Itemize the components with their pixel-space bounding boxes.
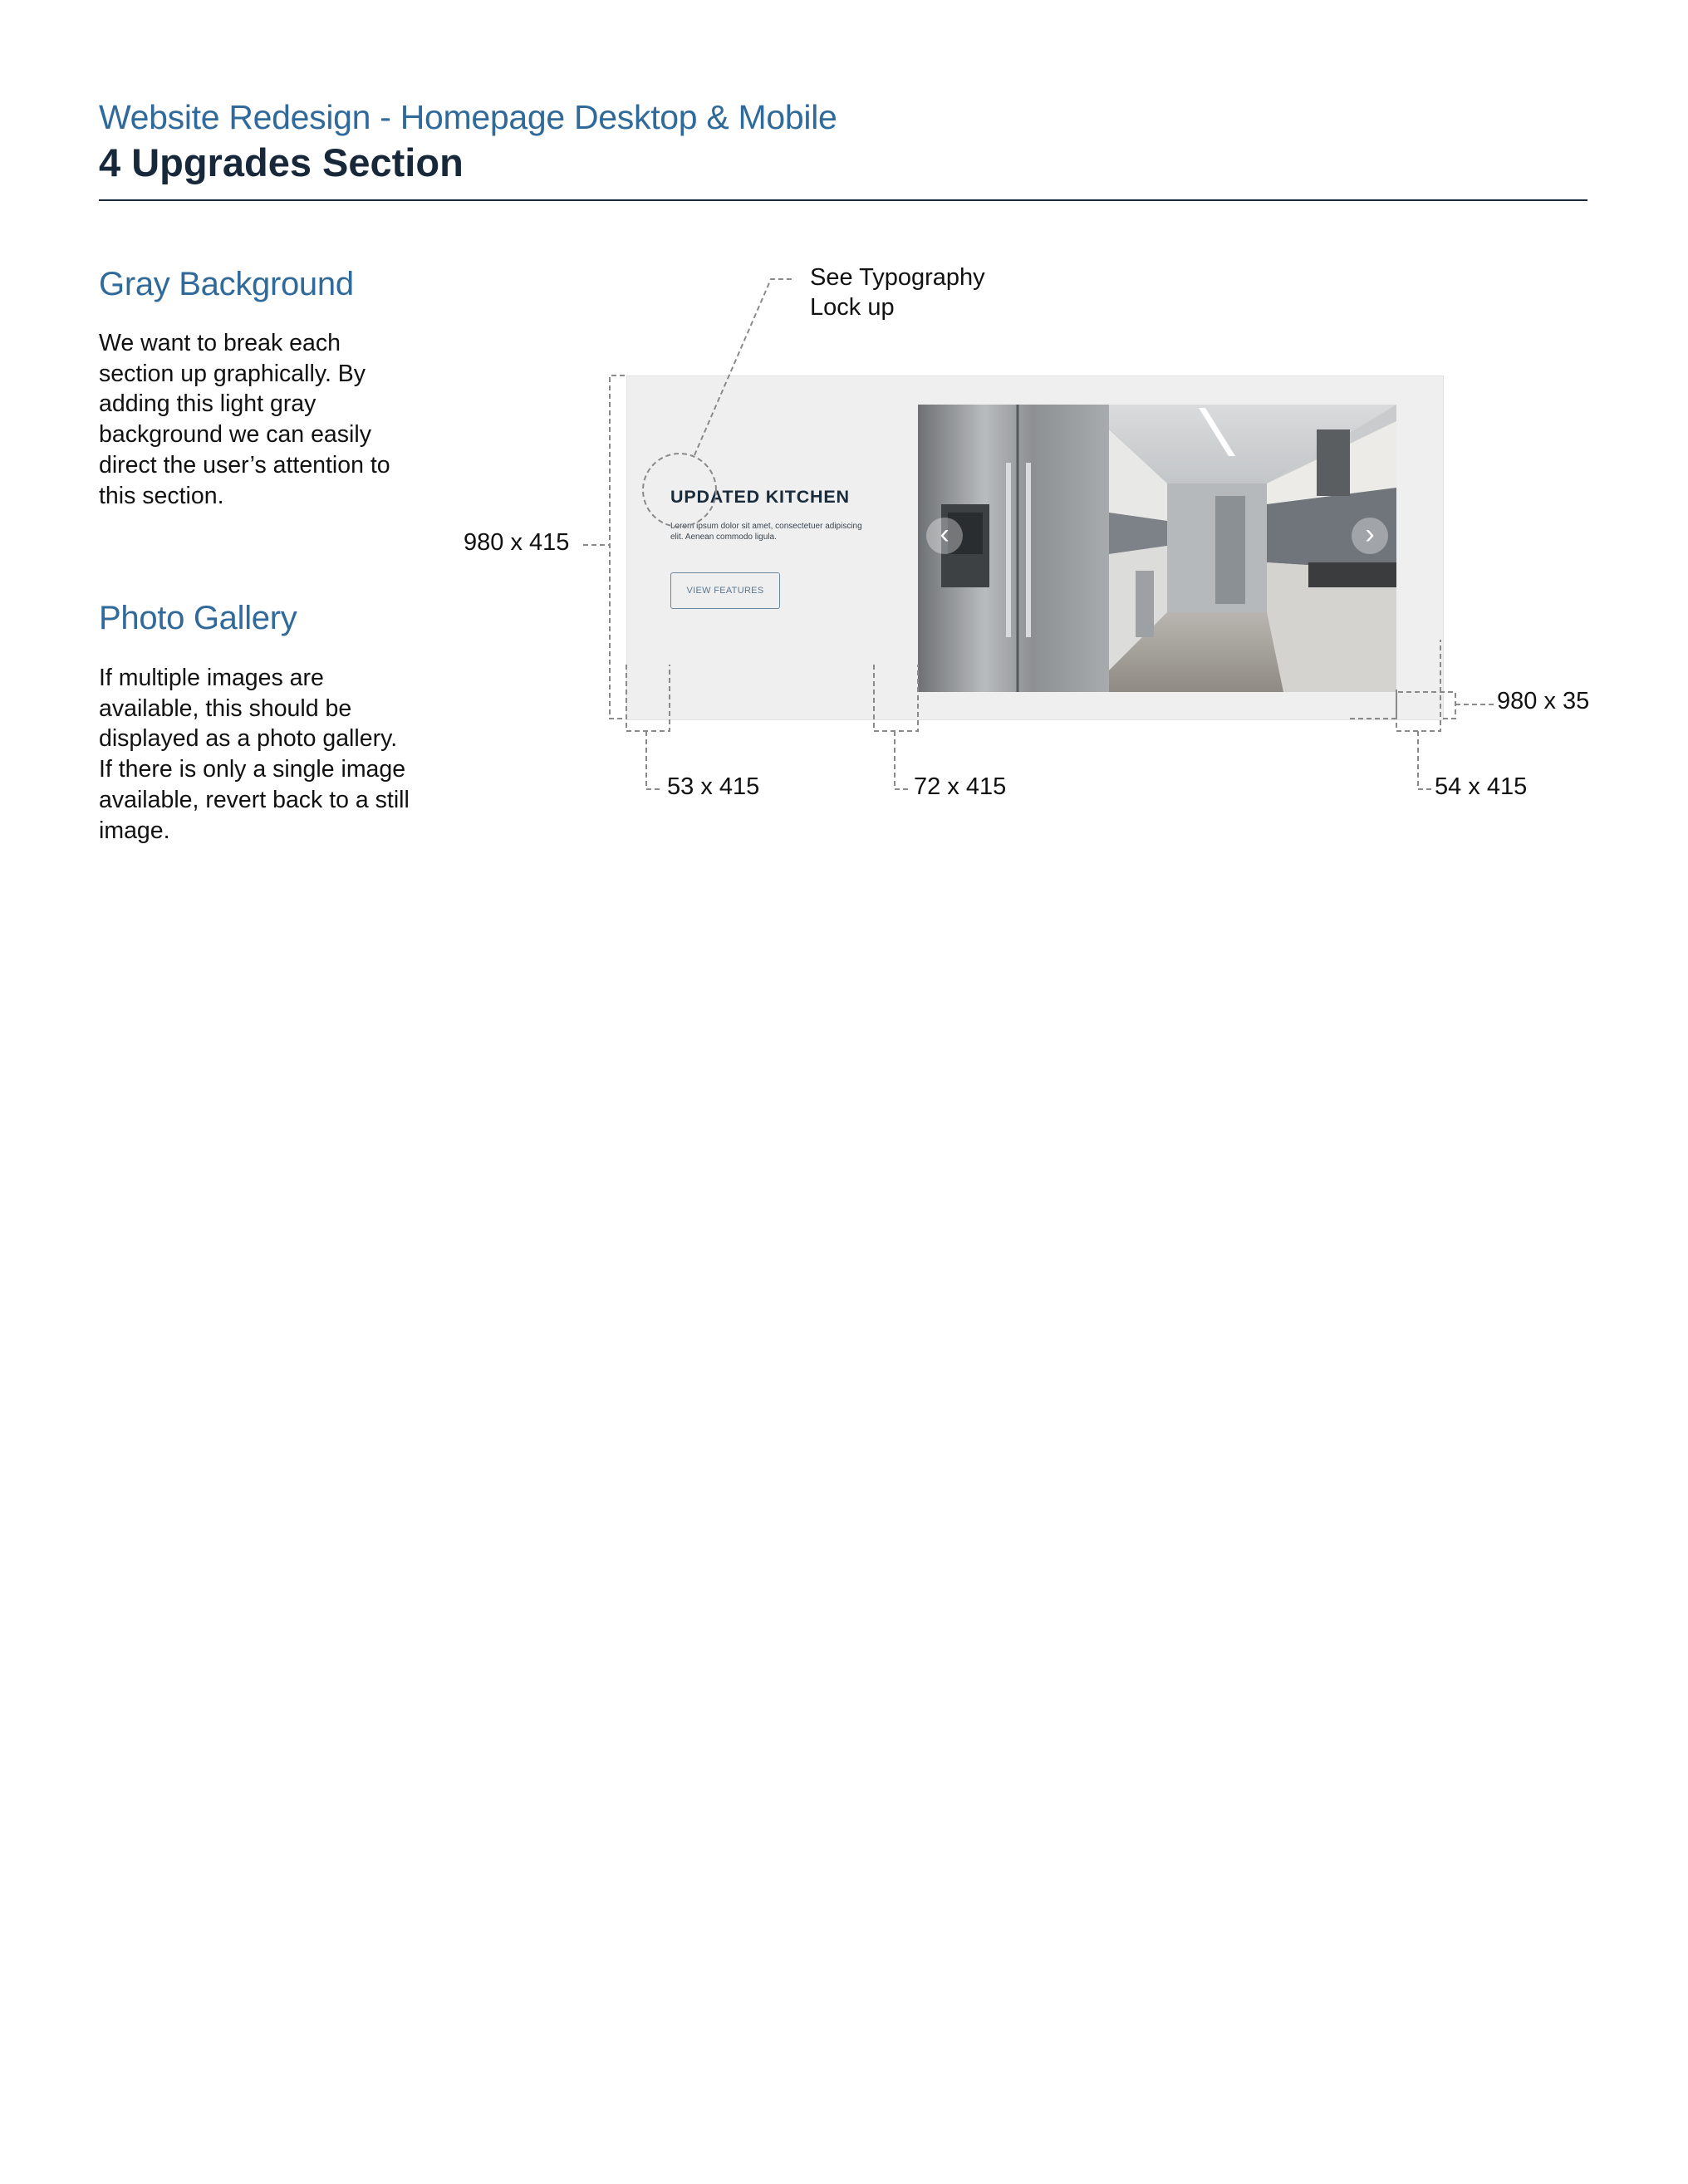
document-subtitle: Website Redesign - Homepage Desktop & Mobile: [99, 98, 837, 136]
mock-section-body: Lorem ipsum dolor sit amet, consectetuer adipiscing elit. Aenean commodo ligula.: [670, 522, 862, 542]
view-features-button[interactable]: VIEW FEATURES: [670, 572, 780, 609]
gutter-bracket: [874, 665, 918, 731]
typography-callout-label-1: See Typography: [810, 264, 985, 291]
photo-gallery-heading: Photo Gallery: [99, 600, 297, 636]
bottom-padding-label: 980 x 35: [1497, 688, 1590, 714]
gray-background-heading: Gray Background: [99, 266, 354, 302]
full-height-bracket: [610, 375, 625, 719]
right-margin-label: 54 x 415: [1435, 773, 1528, 800]
full-height-label: 980 x 415: [464, 529, 570, 556]
gallery-next-arrow[interactable]: ›: [1352, 518, 1388, 554]
right-margin-leader: [1418, 731, 1435, 789]
gutter-leader: [895, 731, 910, 789]
typography-callout-circle: [643, 454, 716, 527]
typography-callout-label-2: Lock up: [810, 294, 895, 321]
left-margin-label: 53 x 415: [667, 773, 760, 800]
mock-section-title: UPDATED KITCHEN: [670, 487, 850, 507]
document-title: 4 Upgrades Section: [99, 140, 464, 184]
left-margin-bracket: [626, 665, 670, 731]
bottom-padding-bracket: [1350, 692, 1455, 719]
gutter-label: 72 x 415: [914, 773, 1007, 800]
typography-callout-leader: [694, 279, 793, 455]
gallery-prev-arrow[interactable]: ‹: [926, 518, 963, 554]
photo-gallery-body: If multiple images are available, this should be displayed as a photo gallery. If there is only a single image available, revert back to a still image.: [99, 665, 410, 844]
right-margin-bracket: [1396, 640, 1440, 731]
left-margin-leader: [646, 731, 663, 789]
gray-background-body: We want to break each section up graphically. By adding this light gray background we can easily direct the user’s attention to this section.: [99, 330, 390, 509]
